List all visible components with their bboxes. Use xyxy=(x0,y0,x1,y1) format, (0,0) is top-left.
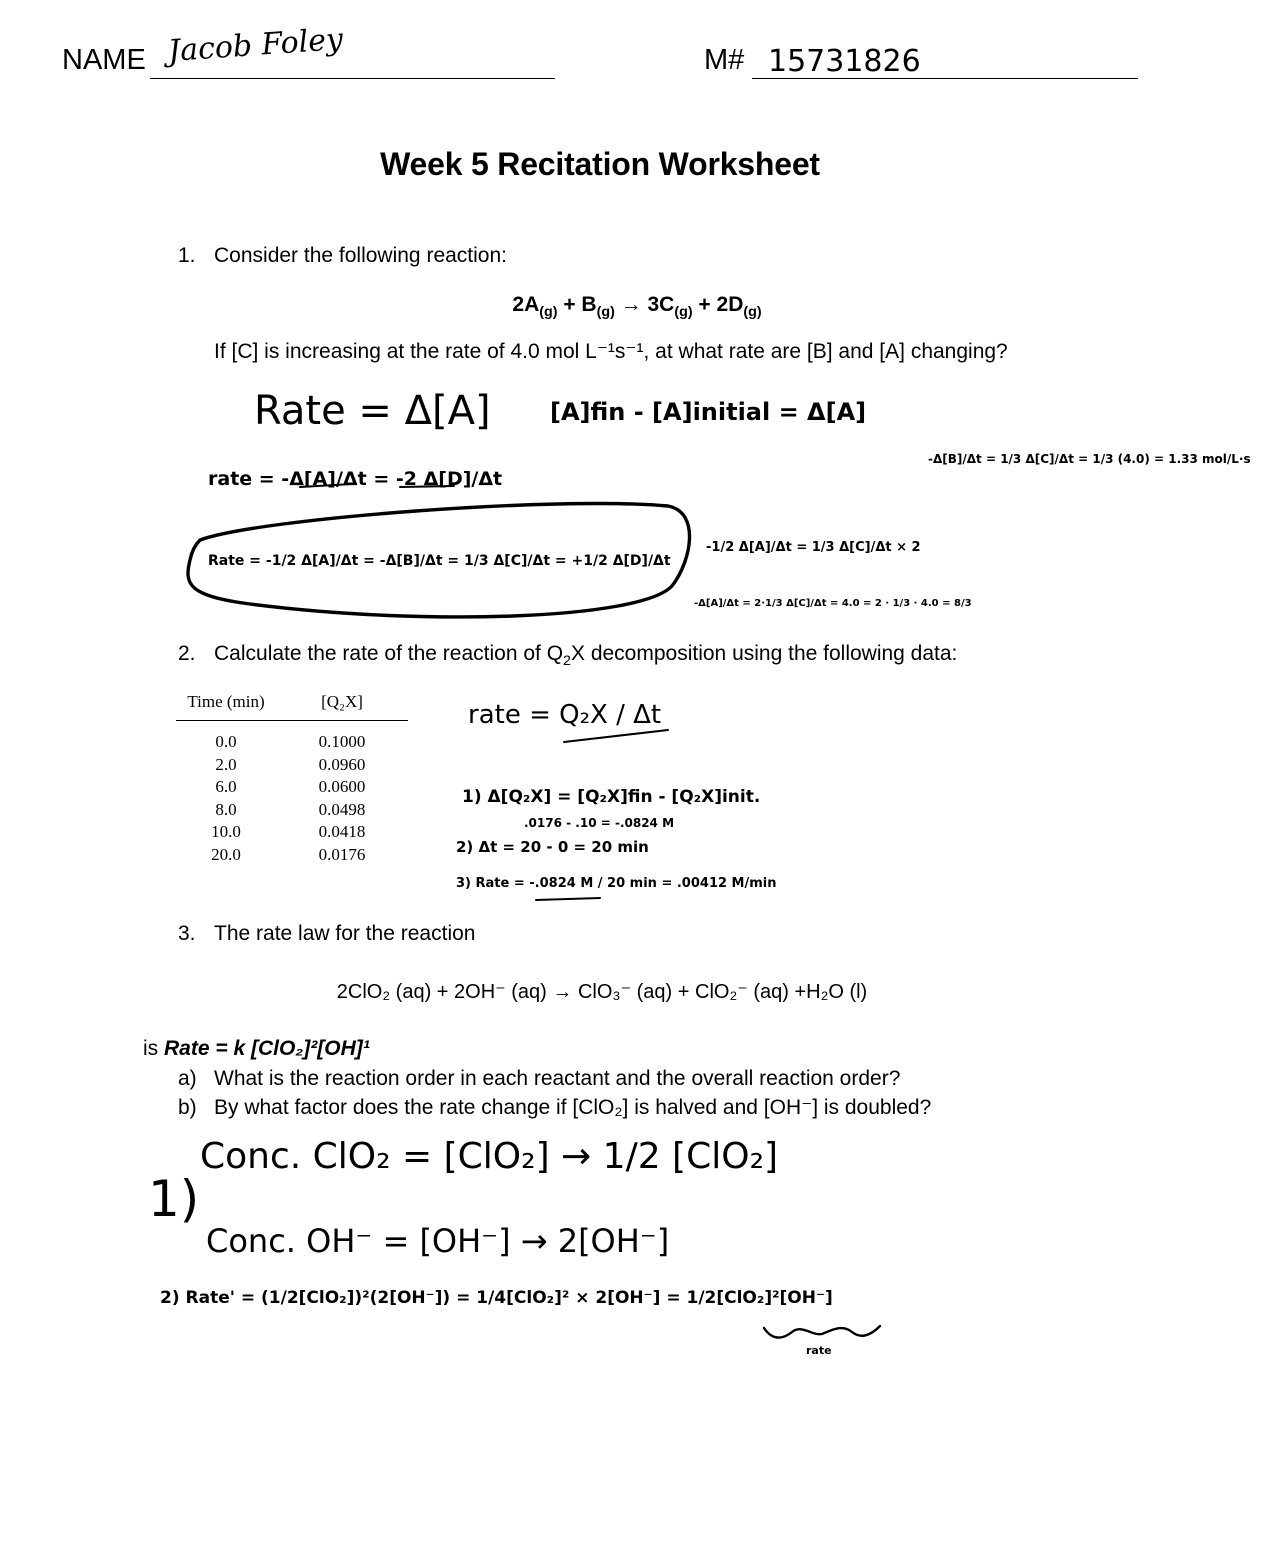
q3-hand-line2: Conc. OH⁻ = [OH⁻] → 2[OH⁻] xyxy=(206,1222,670,1260)
table-cell-conc: 0.1000 xyxy=(318,732,366,751)
q1-hand-side1: -1/2 Δ[A]/Δt = 1/3 Δ[C]/Δt × 2 xyxy=(706,540,921,555)
q1-fraction-bar-2 xyxy=(400,486,454,487)
q3-prompt-text: The rate law for the reaction xyxy=(214,922,476,945)
table-header-q2x: [Q₂X] xyxy=(276,692,408,721)
table-cell-time: 8.0 xyxy=(215,799,237,819)
q1-eq-phase-c: (g) xyxy=(674,304,693,321)
q1-eq-a: 2A xyxy=(512,293,540,316)
q3-rate-law-pre: is xyxy=(143,1037,164,1060)
q3-part-b-text: By what factor does the rate change if [ClO₂] is halved and [OH⁻] is doubled? xyxy=(214,1096,932,1119)
m-number-value: 15731826 xyxy=(768,44,921,79)
q1-question: If [C] is increasing at the rate of 4.0 mol L⁻¹s⁻¹, at what rate are [B] and [A] changing? xyxy=(214,340,1008,363)
page-title: Week 5 Recitation Worksheet xyxy=(380,146,820,182)
q2-prompt-sub: 2 xyxy=(563,653,571,670)
q1-hand-rate-def: Rate = Δ[A] xyxy=(254,388,491,434)
table-cell-time: 0.0 xyxy=(215,732,237,751)
q3-hand-line1: Conc. ClO₂ = [ClO₂] → 1/2 [ClO₂] xyxy=(200,1136,779,1177)
q3-equation: 2ClO₂ (aq) + 2OH⁻ (aq) → ClO₃⁻ (aq) + ClO₂⁻ (aq) +H₂O (l) xyxy=(336,981,868,1003)
q3-part-a-label: a) xyxy=(178,1067,197,1090)
q2-prompt-post: X decomposition using the following data: xyxy=(570,642,958,665)
q3-hand-note: rate xyxy=(806,1344,832,1357)
q1-hand-top-right: -Δ[B]/Δt = 1/3 Δ[C]/Δt = 1/3 (4.0) = 1.33 mol/L·s xyxy=(928,452,1251,466)
q3-part-a-text: What is the reaction order in each reactant and the overall reaction order? xyxy=(214,1067,901,1090)
q3-rate-law-text: Rate = k [ClO₂]²[OH]¹ xyxy=(164,1037,370,1060)
q2-number: 2. xyxy=(178,642,196,665)
q1-hand-delta-def: [A]fin - [A]initial = Δ[A] xyxy=(550,398,867,426)
table-cell-conc: 0.0960 xyxy=(318,754,366,774)
q1-fraction-bar-1 xyxy=(300,484,352,487)
name-label: NAME xyxy=(62,44,146,76)
q3-number: 3. xyxy=(178,922,196,945)
table-cell-conc: 0.0418 xyxy=(318,822,366,841)
q1-eq-c: 3C xyxy=(647,293,675,316)
q1-eq-phase-a: (g) xyxy=(539,304,558,321)
table-cell-conc: 0.0498 xyxy=(318,799,366,819)
q1-eq-d: + 2D xyxy=(692,293,744,316)
q3-part-b-label: b) xyxy=(178,1096,197,1119)
q1-hand-side2: -Δ[A]/Δt = 2·1/3 Δ[C]/Δt = 4.0 = 2 · 1/3 · 4.0 = 8/3 xyxy=(694,598,972,609)
q2-prompt-pre: Calculate the rate of the reaction of Q xyxy=(214,642,564,665)
table-cell-time: 2.0 xyxy=(215,754,237,774)
m-number-label: M# xyxy=(704,44,745,76)
q2-fraction-bar-rate xyxy=(564,730,668,742)
table-cell-conc: 0.0600 xyxy=(318,777,366,796)
q2-hand-step3: 3) Rate = -.0824 M / 20 min = .00412 M/min xyxy=(456,876,777,891)
q2-hand-rate: rate = Q₂X / Δt xyxy=(468,700,662,730)
table-cell-time: 6.0 xyxy=(215,777,237,796)
table-header-time: Time (min) xyxy=(176,692,276,721)
q3-hand-line3: 2) Rate' = (1/2[ClO₂])²(2[OH⁻]) = 1/4[ClO₂]² × 2[OH⁻] = 1/2[ClO₂]²[OH⁻] xyxy=(160,1288,833,1308)
q1-hand-boxed: Rate = -1/2 Δ[A]/Δt = -Δ[B]/Δt = 1/3 Δ[C]/Δt = +1/2 Δ[D]/Δt xyxy=(208,553,671,569)
q2-hand-step1: 1) Δ[Q₂X] = [Q₂X]fin - [Q₂X]init. xyxy=(462,787,761,807)
q2-hand-step2: 2) Δt = 20 - 0 = 20 min xyxy=(456,838,649,856)
boxed-answer-outline xyxy=(188,504,690,617)
q2-fraction-bar-step3 xyxy=(536,898,600,900)
table-cell-conc: 0.0176 xyxy=(318,844,366,864)
q1-hand-rate-line: rate = -Δ[A]/Δt = -2 Δ[D]/Δt xyxy=(208,468,503,490)
q3-hand-num1: 1) xyxy=(148,1170,200,1228)
q1-eq-phase-b: (g) xyxy=(596,304,615,321)
q1-eq-arrow: → xyxy=(614,293,648,316)
q1-eq-phase-d: (g) xyxy=(743,304,762,321)
q2-hand-step1b: .0176 - .10 = -.0824 M xyxy=(524,816,675,830)
name-value: Jacob Foley xyxy=(166,21,345,70)
table-cell-time: 20.0 xyxy=(211,844,241,864)
q3-squiggle xyxy=(764,1326,880,1338)
q1-number: 1. xyxy=(178,244,196,267)
table-cell-time: 10.0 xyxy=(211,822,241,841)
q1-prompt-text: Consider the following reaction: xyxy=(214,244,507,267)
q1-eq-b: + B xyxy=(557,293,597,316)
